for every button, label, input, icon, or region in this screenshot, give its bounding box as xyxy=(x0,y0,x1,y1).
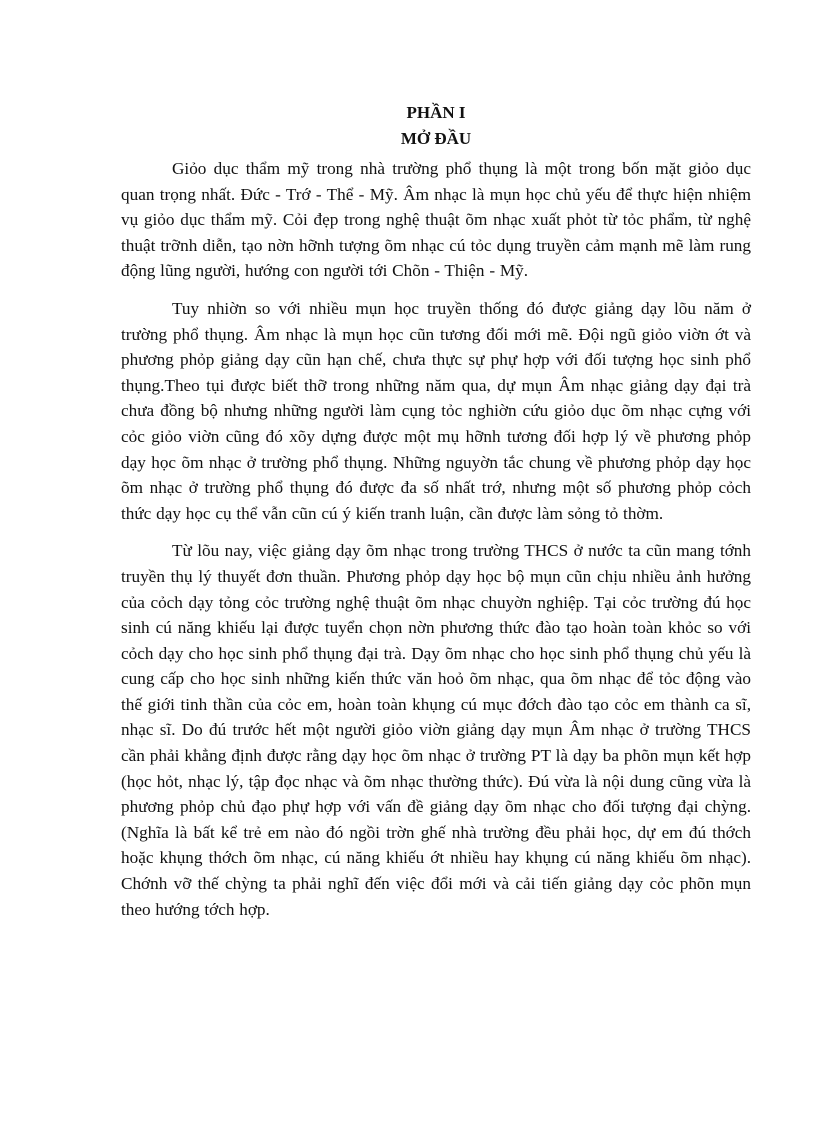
part-title: PHẦN I xyxy=(406,103,466,122)
paragraph-3: Từ lõu nay, việc giảng dạy õm nhạc trong trường THCS ở nước ta cũn mang tớnh truyền thụ lý thuyết đơn thuần. Phương phỏp dạy học bộ mụn cũn chịu nhiều ảnh hưởng của cỏch dạy tỏng cỏc trường nghệ thuật õm nhạc chuyờn nghiệp. Tại cỏc trường đú học sinh cú năng khiếu lại được tuyển chọn nờn phương thức đào tạo hoàn toàn khỏc so với cỏch dạy cho học sinh phổ thụng đại trà. Dạy õm nhạc cho học sinh phổ thụng chủ yếu là cung cấp cho học sinh những kiến thức văn hoỏ õm nhạc, qua õm nhạc để tỏc động vào thế giới tinh thần của cỏc em, hoàn toàn khụng cú mục đớch đào tạo cỏc em thành ca sĩ, nhạc sĩ. Do đú trước hết một người giỏo viờn giảng dạy mụn Âm nhạc ở trường THCS cần phải khẳng định được rằng dạy học õm nhạc ở trường PT là dạy ba phõn mụn kết hợp (học hỏt, nhạc lý, tập đọc nhạc và õm nhạc thường thức). Đú vừa là nội dung cũng vừa là phương phỏp chủ đạo phự hợp với vấn đề giảng dạy õm nhạc cho đối tượng đại chỳng. (Nghĩa là bất kể trẻ em nào đó ngồi trờn ghế nhà trường đều phải học, dự em đú thớch hoặc khụng thớch õm nhạc, cú năng khiếu ớt nhiều hay khụng cú năng khiếu õm nhạc). Chớnh vỡ thế chỳng ta phải nghĩ đến việc đổi mới và cải tiến giảng dạy cỏc phõn mụn theo hướng tớch hợp. xyxy=(121,541,751,919)
paragraph-1: Giỏo dục thẩm mỹ trong nhà trường phổ thụng là một trong bốn mặt giỏo dục quan trọng nhất. Đức - Trớ - Thể - Mỹ. Âm nhạc là mụn học chủ yếu để thực hiện nhiệm vụ giỏo dục thẩm mỹ. Cỏi đẹp trong nghệ thuật õm nhạc xuất phỏt từ tỏc phẩm, từ nghệ thuật trỡnh diễn, tạo nờn hỡnh tượng õm nhạc cú tỏc dụng truyền cảm mạnh mẽ làm rung động lũng người, hướng con người tới Chõn - Thiện - Mỹ. xyxy=(121,159,751,281)
section-title: MỞ ĐẦU xyxy=(400,129,472,148)
paragraph-2: Tuy nhiờn so với nhiều mụn học truyền thống đó được giảng dạy lõu năm ở trường phổ thụng. Âm nhạc là mụn học cũn tương đối mới mẽ. Đội ngũ giỏo viờn ớt và phương phỏp giảng dạy cũn hạn chế, chưa thực sự phự hợp với đối tượng học sinh phổ thụng.Theo tụi được biết thỡ trong những năm qua, dự mụn Âm nhạc giảng dạy đại trà chưa đồng bộ nhưng những người làm cụng tỏc nghiờn cứu giỏo dục õm nhạc cựng với cỏc giỏo viờn cũng đó xõy dựng được một mụ hỡnh tương đối hợp lý về phương phỏp dạy học õm nhạc ở trường phổ thụng. Những nguyờn tắc chung về phương phỏp dạy học õm nhạc ở trường phổ thụng đó được đa số nhất trớ, nhưng một số phương phỏp cỏch thức dạy học cụ thể vẫn cũn cú ý kiến tranh luận, cần được làm sỏng tỏ thờm. xyxy=(121,298,751,523)
document-body xyxy=(121,100,751,934)
